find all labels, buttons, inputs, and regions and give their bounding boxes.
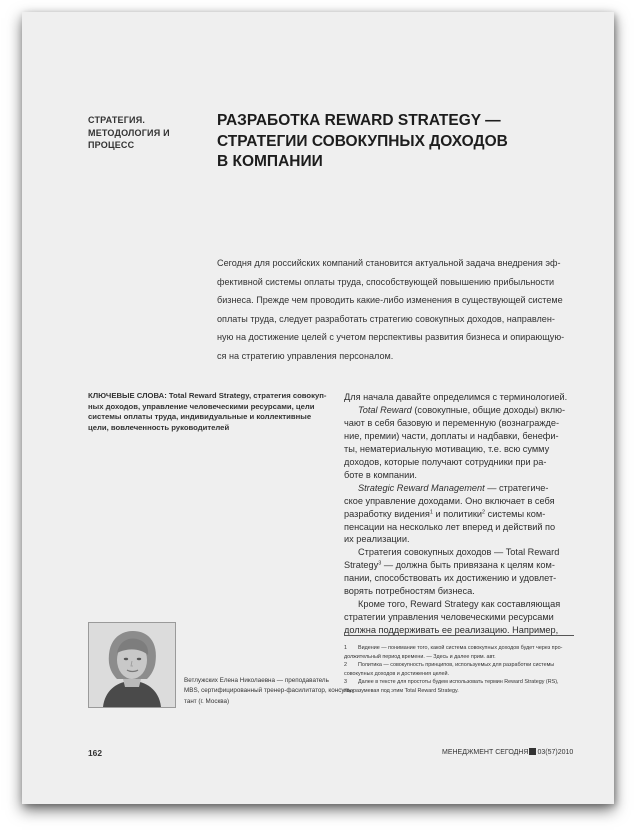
body-line: Strategy$^3$ — должна быть привязана к целям ком- (344, 560, 555, 571)
lead-line: ную на достижение целей с учетом перспективы развития бизнеса и опирающую- (217, 332, 565, 343)
body-line: Кроме того, Reward Strategy как составляющая (358, 599, 561, 610)
journal-page (22, 12, 614, 804)
body-line: ское управление доходами. Оно включает в себя (344, 495, 555, 506)
lead-line: фективной системы оплаты труда, способствующей повышению прибыльности (217, 276, 555, 287)
body-line: должна поддерживать ее реализацию. Например, (344, 625, 559, 636)
footnote-2: 2 Политика — совокупность принципов, используемых для разработки системы (344, 662, 555, 669)
journal-issue: 03(57)2010 (537, 749, 574, 756)
term-total-reward: Total Reward (358, 404, 412, 415)
body-line: Strategic Reward Management — стратегиче- (358, 482, 549, 493)
keywords-line: системы оплаты труда, индивидуальные и коллективные (88, 412, 312, 422)
body-line: чают в себя базовую и переменную (вознагражде- (344, 417, 560, 428)
body-line: ние, премии) части, доплаты и надбавки, бенефи- (344, 430, 559, 441)
footnote-ref: 2 (482, 509, 486, 516)
footnote-3-cont: подразумевая под этим Total Reward Strategy. (344, 687, 459, 694)
author-bio-line: MBS, сертифицированный тренер-фасилитатор, консуль- (184, 687, 354, 695)
author-photo (88, 622, 176, 708)
article-lead (217, 254, 575, 366)
body-line: разработку видения$^1$ и политики$^2$ системы ком- (344, 508, 546, 519)
page-number: 162 (88, 748, 102, 758)
footnotes (344, 644, 576, 696)
body-line: доходов, которые получают сотрудники при ра- (344, 456, 547, 467)
footnote-2-cont: совокупных доходов и достижения целей. (344, 670, 450, 677)
keywords-line: ных доходов, управление человеческими ресурсами, цели (88, 401, 315, 411)
article-body (344, 391, 576, 637)
keywords-line: цели, вовлеченность руководителей (88, 423, 230, 433)
body-line: их реализации. (344, 534, 410, 545)
body-line: пенсации на несколько лет вперед и действий по (344, 521, 556, 532)
term-strategic-reward-management: Strategic Reward Management (358, 482, 485, 493)
footnote-1: 1 Видение — понимание того, какой система совокупных доходов будет через про- (344, 645, 563, 651)
author-bio (184, 676, 354, 707)
article-title: РАЗРАБОТКА REWARD STRATEGY — СТРАТЕГИИ СОВОКУПНЫХ ДОХОДОВ В КОМПАНИИ (217, 112, 508, 170)
keywords-line: КЛЮЧЕВЫЕ СЛОВА: Total Reward Strategy, стратегия совокуп- (88, 391, 327, 400)
square-separator-icon (529, 748, 536, 755)
lead-line: Сегодня для российских компаний становится актуальной задача внедрения эф- (217, 258, 561, 268)
body-line: ты, нематериальную мотивацию, т.е. всю сумму (344, 443, 550, 454)
body-line: стратегии управления человеческими ресурсами (344, 612, 554, 623)
author-portrait-image (89, 623, 175, 707)
body-line: Для начала давайте определимся с терминологией. (344, 392, 568, 402)
journal-footer (442, 748, 573, 756)
body-line: пании, способствовать их достижению и удовлет- (344, 573, 557, 584)
author-bio-line: Ветлужских Елена Николаевна — преподаватель (184, 677, 329, 684)
footnote-3: 3 Далее в тексте для простоты будем использовать термин Reward Strategy (RS), (344, 679, 559, 686)
body-line: ворять потребностям бизнеса. (344, 586, 475, 597)
footnote-1-cont: должительный период времени. — Здесь и далее прим. авт. (344, 653, 496, 660)
footnote-ref: 1 (429, 509, 433, 516)
lead-line: оплаты труда, следует разработать стратегию совокупных доходов, направлен- (217, 313, 555, 324)
footnote-ref: 3 (378, 560, 382, 567)
journal-name: МЕНЕДЖМЕНТ СЕГОДНЯ (442, 749, 529, 756)
lead-line: бизнеса. Прежде чем проводить какие-либо изменения в существующей системе (217, 295, 563, 306)
section-label: СТРАТЕГИЯ. МЕТОДОЛОГИЯ И ПРОЦЕСС (88, 115, 170, 150)
body-line: Total Reward (совокупные, общие доходы) вклю- (358, 404, 566, 415)
body-line: боте в компании. (344, 469, 417, 480)
footnote-divider (344, 635, 574, 636)
author-bio-line: тант (г. Москва) (184, 697, 230, 705)
lead-line: ся на стратегию управления персоналом. (217, 350, 394, 361)
keywords-block (88, 391, 328, 434)
body-line: Стратегия совокупных доходов — Total Reward (358, 547, 560, 558)
